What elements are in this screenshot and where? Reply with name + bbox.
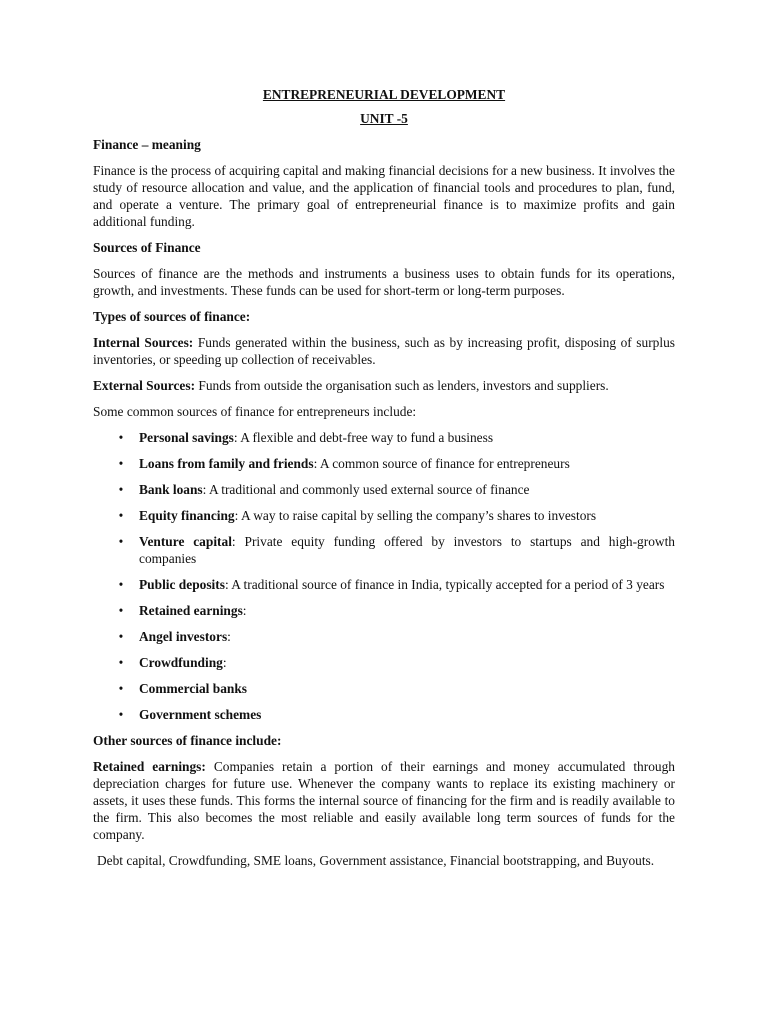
list-item-term: Angel investors — [139, 629, 228, 644]
bullet-icon: • — [118, 430, 124, 445]
list-item-desc: : A flexible and debt-free way to fund a business — [233, 430, 494, 445]
bullet-icon: • — [118, 456, 124, 471]
list-item-term: Bank loans — [139, 482, 203, 497]
document-title: ENTREPRENEURIAL DEVELOPMENT — [262, 87, 506, 102]
bullet-icon: • — [118, 508, 124, 523]
list-item — [93, 654, 675, 671]
common-sources-list — [93, 429, 675, 723]
list-item-term: Crowdfunding — [139, 655, 223, 670]
types-heading: Types of sources of finance: — [93, 309, 251, 324]
closing-paragraph: Debt capital, Crowdfunding, SME loans, Government assistance, Financial bootstrapping, and Buyouts. — [97, 853, 655, 868]
internal-sources-text: Funds generated within the business, such as by increasing profit, disposing of surplus inventories, or speeding up collection of receivables. — [93, 335, 675, 367]
list-item — [93, 680, 675, 697]
external-sources-label: External Sources: — [93, 378, 196, 393]
list-item-term: Personal savings — [139, 430, 234, 445]
list-item — [93, 602, 675, 619]
list-item — [93, 429, 675, 446]
common-sources-intro: Some common sources of finance for entrepreneurs include: — [93, 404, 417, 419]
internal-sources-label: Internal Sources: — [93, 335, 194, 350]
finance-paragraph: Finance is the process of acquiring capital and making financial decisions for a new business. It involves the study of resource allocation and value, and the application of financial tools and procedures to plan, fund, and operate a venture. The primary goal of entrepreneurial finance is to maximize profits and gain additional funding. — [93, 163, 675, 229]
list-item — [93, 706, 675, 723]
list-item-term: Government schemes — [139, 707, 262, 722]
list-item — [93, 628, 675, 645]
other-sources-heading: Other sources of finance include: — [93, 733, 282, 748]
internal-sources-paragraph — [93, 334, 675, 368]
unit-title: UNIT -5 — [360, 111, 408, 126]
list-item — [93, 507, 675, 524]
bullet-icon: • — [118, 629, 124, 644]
list-item-term: Public deposits — [139, 577, 225, 592]
list-item-desc: : — [222, 655, 227, 670]
bullet-icon: • — [118, 534, 124, 549]
retained-earnings-paragraph — [93, 758, 675, 843]
bullet-icon: • — [118, 707, 124, 722]
list-item — [93, 576, 675, 593]
list-item-desc: : A traditional and commonly used external source of finance — [202, 482, 530, 497]
bullet-icon: • — [118, 577, 124, 592]
finance-heading: Finance – meaning — [93, 137, 201, 152]
list-item-term: Venture capital — [139, 534, 232, 549]
list-item — [93, 533, 675, 567]
list-item-term: Retained earnings — [139, 603, 243, 618]
sources-heading: Sources of Finance — [93, 240, 201, 255]
list-item-desc: : A traditional source of finance in India, typically accepted for a period of 3 years — [224, 577, 665, 592]
retained-earnings-text: Companies retain a portion of their earnings and money accumulated through depreciation charges for future use. Whenever the company wants to replace its existing machinery or assets, it uses these funds. This forms the internal source of financing for the firm and is readily available to the firm. This also becomes the most reliable and easily available long term sources of funds for the company. — [93, 759, 675, 842]
external-sources-text: Funds from outside the organisation such as lenders, investors and suppliers. — [195, 378, 609, 393]
list-item-desc: : — [242, 603, 247, 618]
list-item-term: Loans from family and friends — [139, 456, 314, 471]
list-item-term: Commercial banks — [139, 681, 247, 696]
bullet-icon: • — [118, 482, 124, 497]
list-item-desc: : A common source of finance for entrepreneurs — [313, 456, 570, 471]
bullet-icon: • — [118, 603, 124, 618]
external-sources-paragraph — [93, 377, 675, 394]
list-item-desc: : A way to raise capital by selling the company’s shares to investors — [234, 508, 597, 523]
list-item-desc: : — [227, 629, 231, 644]
list-item — [93, 481, 675, 498]
bullet-icon: • — [118, 655, 124, 670]
list-item — [93, 455, 675, 472]
document-body — [93, 86, 675, 869]
list-item-term: Equity financing — [139, 508, 235, 523]
retained-earnings-label: Retained earnings: — [93, 759, 206, 774]
list-item-desc: : Private equity funding offered by investors to startups and high-growth companies — [139, 534, 675, 566]
bullet-icon: • — [118, 681, 124, 696]
sources-paragraph: Sources of finance are the methods and instruments a business uses to obtain funds for its operations, growth, and investments. These funds can be used for short-term or long-term purposes. — [93, 266, 675, 298]
